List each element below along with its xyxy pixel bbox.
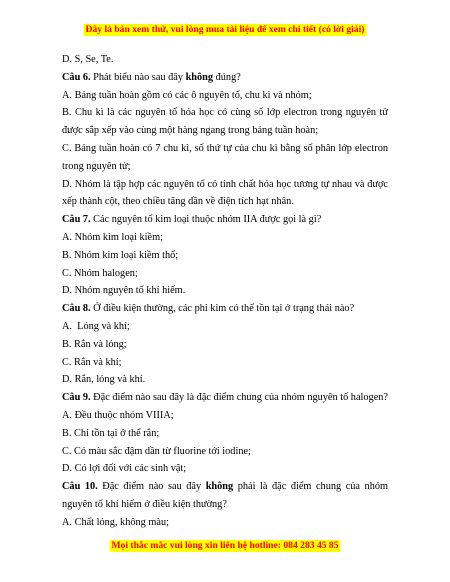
question-8 (62, 300, 388, 389)
question-10-stem (62, 478, 388, 514)
question-7-option-c: C. Nhóm halogen; (62, 267, 138, 279)
question-7 (62, 211, 388, 300)
question-6-emphasis: không (185, 71, 214, 83)
question-9 (62, 389, 388, 478)
question-6-text-post: đúng? (213, 71, 241, 83)
question-8-option-a: A. Lỏng và khí; (62, 320, 130, 332)
document-body (62, 51, 388, 532)
question-10-text-pre: Đặc điểm nào sau đây (97, 481, 206, 493)
question-9-option-d: D. Có lợi đối với các sinh vật; (62, 463, 187, 475)
question-6-option-a: A. Bảng tuần hoàn gồm có các ô nguyên tố, chu kì và nhóm; (62, 89, 312, 101)
question-6-stem (62, 69, 388, 87)
question-10-option-a: A. Chất lỏng, không màu; (62, 516, 169, 528)
hotline-contact-banner: Mọi thắc mắc vui lòng xin liên hệ hotline: 084 283 45 85 (111, 540, 339, 551)
question-9-stem (62, 389, 388, 407)
question-8-option-b: B. Rắn và lỏng; (62, 338, 127, 350)
question-9-option-a: A. Đều thuộc nhóm VIIIA; (62, 409, 174, 421)
question-7-option-a: A. Nhóm kim loại kiềm; (62, 231, 163, 243)
question-7-option-d: D. Nhóm nguyên tố khí hiếm. (62, 285, 186, 297)
question-7-label: Câu 7. (62, 214, 91, 226)
question-6-option-d: D. Nhóm là tập hợp các nguyên tố có tính chất hóa học tương tự nhau và được xếp thành cột, theo chiều tăng dần về điện tích hạt nhân. (62, 178, 388, 208)
question-9-option-b: B. Chỉ tồn tại ở thể rắn; (62, 427, 160, 439)
question-10-emphasis: không (205, 481, 234, 493)
question-6-option-b: B. Chu kì là các nguyên tố hóa học có cùng số lớp electron trong nguyên tử được sắp xếp vào cùng một hàng ngang trong bảng tuần hoàn; (62, 107, 388, 137)
preview-notice-banner: Đây là bản xem thử, vui lòng mua tài liệu để xem chi tiết (có lời giải) (85, 24, 365, 35)
question-7-option-b: B. Nhóm kim loại kiềm thổ; (62, 249, 179, 261)
question-6-text-pre: Phát biểu nào sau đây (90, 71, 186, 83)
question-9-text: Đặc điểm nào sau đây là đặc điểm chung của nhóm nguyên tố halogen? (90, 392, 388, 404)
question-8-label: Câu 8. (62, 303, 91, 315)
question-8-option-c: C. Rắn và khí; (62, 356, 122, 368)
question-8-option-d: D. Rắn, lỏng và khí. (62, 374, 146, 386)
question-9-option-c: C. Có màu sắc đậm dần từ fluorine tới iodine; (62, 445, 251, 457)
question-6-label: Câu 6. (62, 71, 91, 83)
question-10-text-post: phải là đặc điểm chung của nhóm nguyên tố khí hiếm ở điều kiện thường? (62, 481, 389, 510)
question-10 (62, 478, 388, 531)
question-7-stem (62, 211, 388, 229)
option-d-previous: D. S, Se, Te. (62, 54, 114, 65)
question-8-text: Ở điều kiện thường, các phi kim có thể tồn tại ở trạng thái nào? (90, 303, 355, 315)
question-10-label: Câu 10. (62, 481, 98, 493)
question-6-option-c: C. Bảng tuần hoàn có 7 chu kì, số thứ tự của chu kì bằng số phân lớp electron trong nguyên tử; (62, 142, 388, 172)
question-6 (62, 69, 388, 211)
question-9-label: Câu 9. (62, 392, 91, 404)
question-7-text: Các nguyên tố kim loại thuộc nhóm IIA được gọi là gì? (90, 214, 322, 226)
question-8-stem (62, 300, 388, 318)
